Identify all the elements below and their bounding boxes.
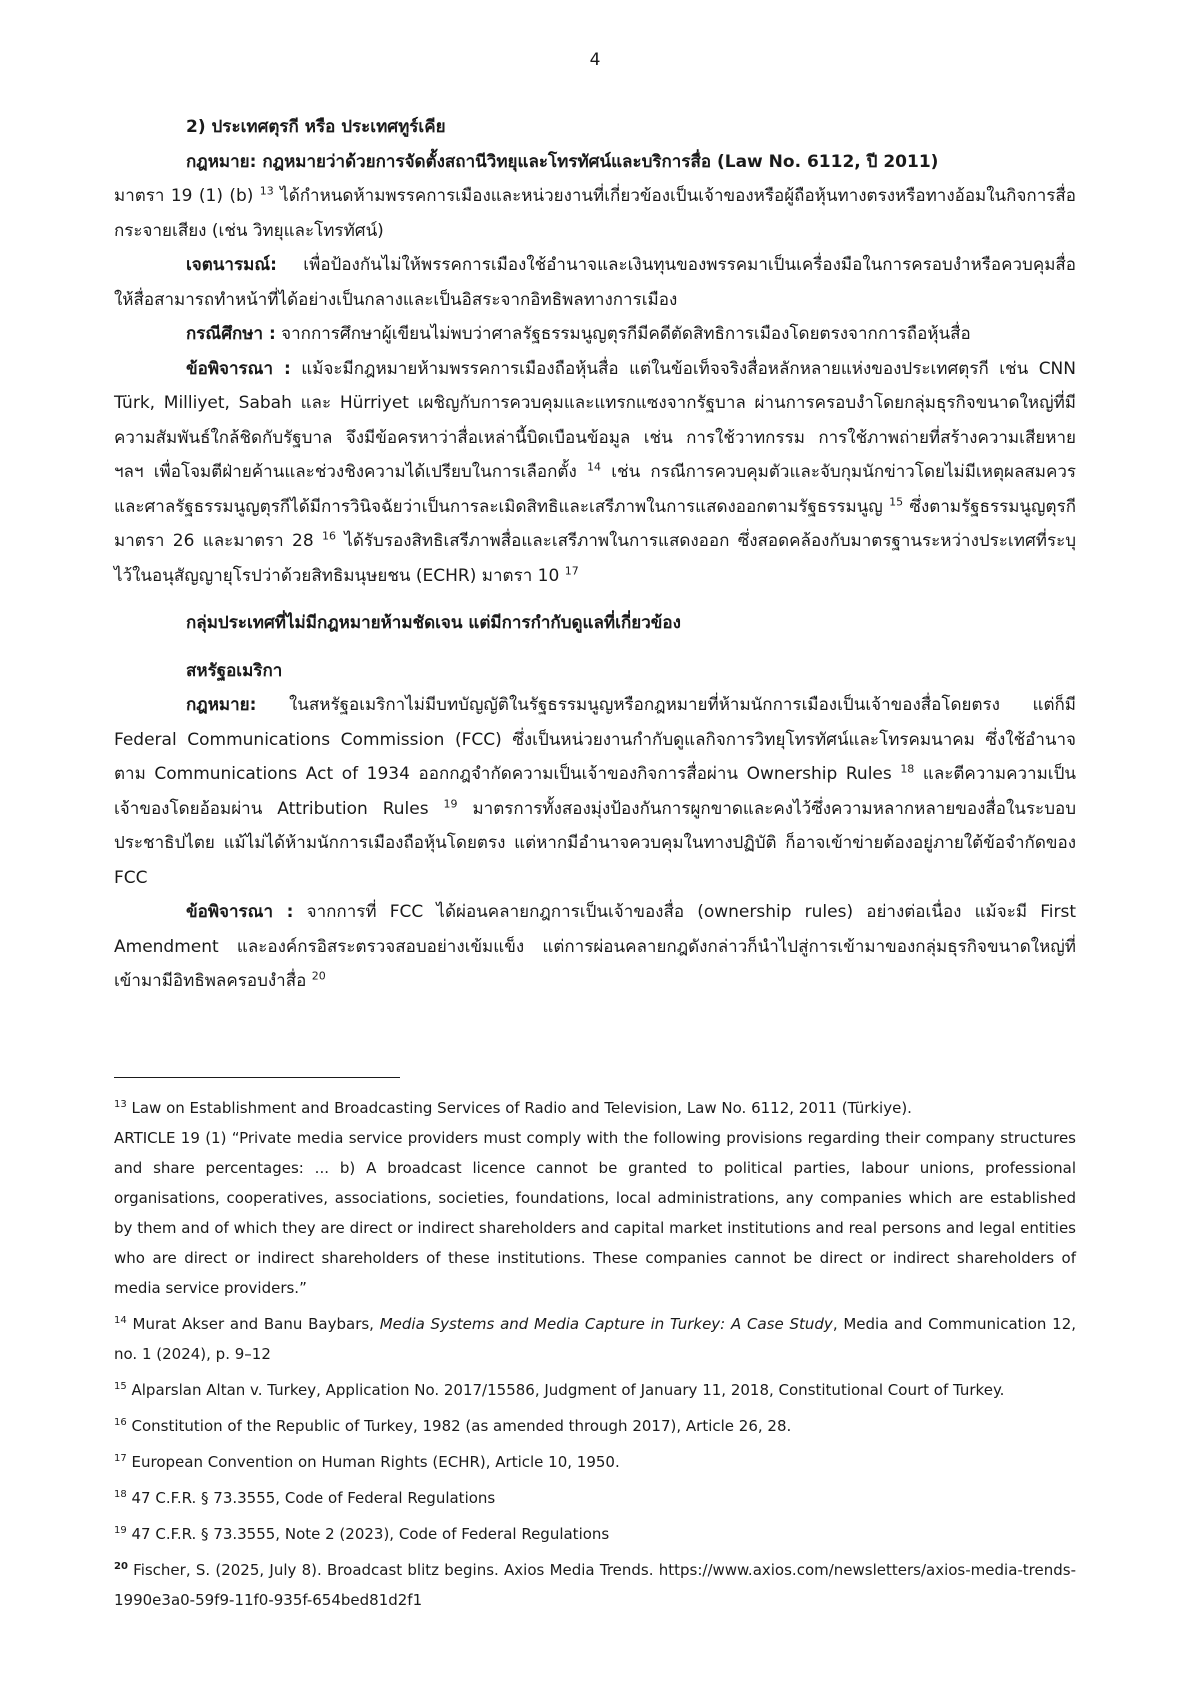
footnote-number: 18 bbox=[114, 1489, 127, 1500]
law-label: กฎหมาย: bbox=[186, 695, 257, 715]
footnote-18 bbox=[114, 1483, 1076, 1513]
footnote-text: Murat Akser and Banu Baybars, bbox=[126, 1315, 380, 1333]
footnote-16 bbox=[114, 1411, 1076, 1441]
footnote-19 bbox=[114, 1519, 1076, 1549]
footnote-number: 14 bbox=[114, 1315, 127, 1326]
footnote-17 bbox=[114, 1447, 1076, 1477]
section-heading-turkey: 2) ประเทศตุรกี หรือ ประเทศทูร์เคีย bbox=[186, 117, 446, 137]
page-number: 4 bbox=[589, 50, 601, 70]
consider-text: เช่น กรณีการควบคุมตัวและจับกุมนักข่าวโดยไม่มีเหตุผลสมควร และศาลรัฐธรรมนูญตุรกีได้มีการวินิจฉัยว่าเป็นการละเมิดสิทธิและเสรีภาพในการแสดงออกตามรัฐธรรมนูญ bbox=[114, 462, 1076, 517]
consider-text: ซึ่งตามรัฐธรรมนูญตุรกี มาตรา 26 และมาตรา 28 bbox=[114, 496, 1076, 551]
footnotes bbox=[114, 1093, 1076, 1621]
footnote-number: 20 bbox=[114, 1561, 128, 1572]
consider-label: ข้อพิจารณา : bbox=[186, 902, 294, 922]
footnote-text: , Media and Communication 12, no. 1 (2024), p. 9–12 bbox=[114, 1315, 1077, 1363]
footnote-text: Alparslan Altan v. Turkey, Application No. 2017/15586, Judgment of January 11, 2018, Constitutional Court of Turkey. bbox=[126, 1381, 1005, 1399]
consider-text: แม้จะมีกฎหมายห้ามพรรคการเมืองถือหุ้นสื่อ แต่ในข้อเท็จจริงสื่อหลักหลายแห่งของประเทศตุรกี เช่น CNN Türk, Milliyet, Sabah และ Hürriyet เผชิญกับการควบคุมและแทรกแซงจากรัฐบาล ผ่านการครอบงำโดยกลุ่มธุรกิจขนาดใหญ่ที่มีความสัมพันธ์ใกล้ชิดกับรัฐบาล จึงมีข้อครหาว่าสื่อเหล่านี้บิดเบือนข้อมูล เช่น การใช้วาทกรรม การใช้ภาพถ่ายที่สร้างความเสียหาย ฯลฯ เพื่อโจมตีฝ่ายค้านและช่วงชิงความได้เปรียบในการเลือกตั้ง bbox=[114, 358, 1076, 482]
footnote-number: 19 bbox=[114, 1525, 127, 1536]
footnote-number: 13 bbox=[114, 1099, 127, 1110]
usa-consider-paragraph bbox=[114, 895, 1076, 999]
footnote-text: Fischer, S. (2025, July 8). Broadcast blitz begins. Axios Media Trends. https://www.axios.com/newsletters/axios-media-trends-1990e3a0-59f9-11f0-935f-654bed81d2f1 bbox=[114, 1561, 1076, 1609]
footnote-text: 47 C.F.R. § 73.3555, Code of Federal Regulations bbox=[126, 1489, 496, 1507]
law-label: กฎหมาย: bbox=[186, 151, 257, 172]
footnote-ref[interactable]: 20 bbox=[311, 969, 326, 983]
group-heading: กลุ่มประเทศที่ไม่มีกฎหมายห้ามชัดเจน แต่มีการกำกับดูแลที่เกี่ยวข้อง bbox=[186, 613, 681, 633]
footnote-20 bbox=[114, 1555, 1076, 1615]
footnote-13-article: ARTICLE 19 (1) “Private media service providers must comply with the following provisions regarding their company structures and share percentages: ... b) A broadcast licence cannot be granted to political parties, labour unions, professional organisations, cooperatives, associations, societies, foundations, local administrations, any companies which are established by them and of which they are direct or indirect shareholders and capital market institutions and real persons and legal entities who are direct or indirect shareholders of these institutions. These companies cannot be direct or indirect shareholders of media service providers.” bbox=[114, 1129, 1076, 1297]
footnote-number: 16 bbox=[114, 1417, 127, 1428]
footnote-text: Law on Establishment and Broadcasting Services of Radio and Television, Law No. 6112, 2011 (Türkiye). bbox=[126, 1099, 912, 1117]
law-text: และตีความความเป็นเจ้าของโดยอ้อมผ่าน Attribution Rules bbox=[114, 764, 1076, 819]
turkey-case-paragraph bbox=[114, 317, 1076, 352]
footnote-text: European Convention on Human Rights (ECHR), Article 10, 1950. bbox=[126, 1453, 620, 1471]
footnote-ref[interactable]: 19 bbox=[443, 796, 458, 810]
consider-text: ได้รับรองสิทธิเสรีภาพสื่อและเสรีภาพในการแสดงออก ซึ่งสอดคล้องกับมาตรฐานระหว่างประเทศที่ระบุไว้ในอนุสัญญายุโรปว่าด้วยสิทธิมนุษยชน (ECHR) มาตรา 10 bbox=[114, 531, 1076, 586]
footnote-14 bbox=[114, 1309, 1076, 1369]
law-title: กฎหมายว่าด้วยการจัดตั้งสถานีวิทยุและโทรทัศน์และบริการสื่อ (Law No. 6112, ปี 2011) bbox=[256, 151, 939, 172]
footnote-separator bbox=[114, 1077, 400, 1078]
footnote-title: Media Systems and Media Capture in Turkey: A Case Study bbox=[379, 1315, 833, 1333]
case-text: จากการศึกษาผู้เขียนไม่พบว่าศาลรัฐธรรมนูญตุรกีมีคดีตัดสิทธิการเมืองโดยตรงจากการถือหุ้นสื่อ bbox=[275, 324, 971, 344]
footnote-number: 15 bbox=[114, 1381, 127, 1392]
turkey-law-paragraph bbox=[114, 145, 1076, 249]
consider-label: ข้อพิจารณา : bbox=[186, 358, 291, 379]
case-label: กรณีศึกษา : bbox=[186, 324, 276, 344]
turkey-intent-paragraph bbox=[114, 248, 1076, 317]
footnote-text: 47 C.F.R. § 73.3555, Note 2 (2023), Code of Federal Regulations bbox=[126, 1525, 610, 1543]
footnote-ref[interactable]: 15 bbox=[889, 494, 904, 508]
footnote-15 bbox=[114, 1375, 1076, 1405]
law-text: มาตรา 19 (1) (b) bbox=[114, 186, 260, 206]
intent-label: เจตนารมณ์: bbox=[186, 255, 277, 275]
footnote-number: 17 bbox=[114, 1453, 127, 1464]
footnote-ref[interactable]: 13 bbox=[259, 184, 274, 198]
footnote-text: Constitution of the Republic of Turkey, 1982 (as amended through 2017), Article 26, 28. bbox=[126, 1417, 792, 1435]
law-text: ได้กำหนดห้ามพรรคการเมืองและหน่วยงานที่เกี่ยวข้องเป็นเจ้าของหรือผู้ถือหุ้นทางตรงหรือทางอ้อมในกิจการสื่อกระจายเสียง (เช่น วิทยุและโทรทัศน์) bbox=[114, 186, 1076, 241]
section-heading-usa: สหรัฐอเมริกา bbox=[186, 660, 283, 681]
usa-law-paragraph bbox=[114, 688, 1076, 895]
footnote-ref[interactable]: 14 bbox=[586, 460, 601, 474]
footnote-13 bbox=[114, 1093, 1076, 1123]
turkey-consider-paragraph bbox=[114, 352, 1076, 594]
law-text: มาตรการทั้งสองมุ่งป้องกันการผูกขาดและคงไว้ซึ่งความหลากหลายของสื่อในระบอบประชาธิปไตย แม้ไม่ได้ห้ามนักการเมืองถือหุ้นโดยตรง แต่หากมีอำนาจควบคุมในทางปฏิบัติ ก็อาจเข้าข่ายต้องอยู่ภายใต้ข้อจำกัดของ FCC bbox=[114, 798, 1076, 888]
footnote-ref[interactable]: 16 bbox=[322, 529, 337, 543]
page-body bbox=[114, 110, 1076, 999]
consider-text: จากการที่ FCC ได้ผ่อนคลายกฎการเป็นเจ้าของสื่อ (ownership rules) อย่างต่อเนื่อง แม้จะมี First Amendment และองค์กรอิสระตรวจสอบอย่างเข้มแข็ง แต่การผ่อนคลายกฎดังกล่าวก็นำไปสู่การเข้ามาของกลุ่มธุรกิจขนาดใหญ่ที่เข้ามามีอิทธิพลครอบงำสื่อ bbox=[114, 902, 1076, 991]
law-text: ในสหรัฐอเมริกาไม่มีบทบัญญัติในรัฐธรรมนูญหรือกฎหมายที่ห้ามนักการเมืองเป็นเจ้าของสื่อโดยตรง แต่ก็มี Federal Communications Commission (FCC) ซึ่งเป็นหน่วยงานกำกับดูแลกิจการวิทยุโทรทัศน์และโทรคมนาคม ซึ่งใช้อำนาจตาม Communications Act of 1934 ออกกฎจำกัดความเป็นเจ้าของกิจการสื่อผ่าน Ownership Rules bbox=[114, 695, 1076, 784]
footnote-ref[interactable]: 18 bbox=[900, 762, 915, 776]
footnote-ref[interactable]: 17 bbox=[564, 563, 579, 577]
intent-text: เพื่อป้องกันไม่ให้พรรคการเมืองใช้อำนาจและเงินทุนของพรรคมาเป็นเครื่องมือในการครอบงำหรือควบคุมสื่อ ให้สื่อสามารถทำหน้าที่ได้อย่างเป็นกลางและเป็นอิสระจากอิทธิพลทางการเมือง bbox=[114, 255, 1076, 310]
